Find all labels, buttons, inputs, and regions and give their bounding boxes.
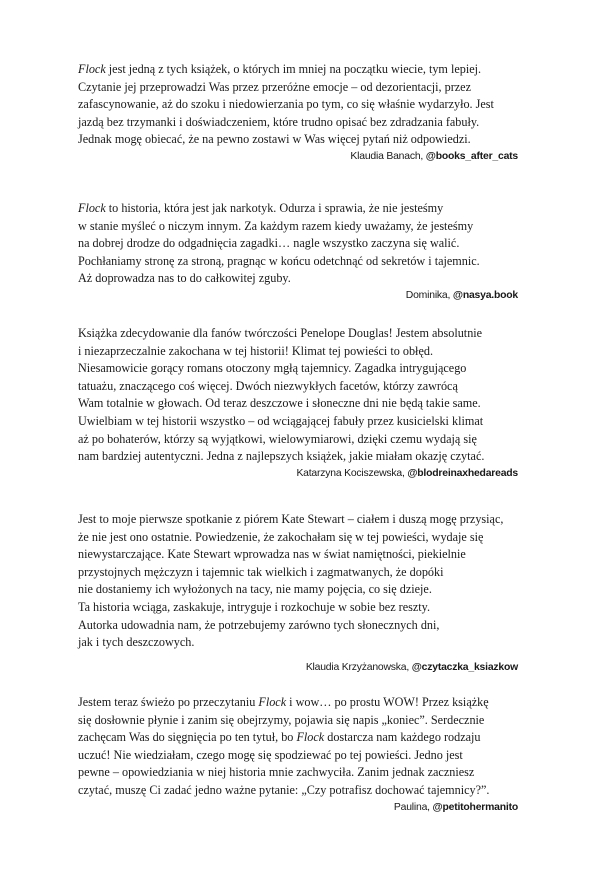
review-3 xyxy=(78,325,518,481)
review-signature xyxy=(78,661,518,675)
text-line: niewystarczające. Kate Stewart wprowadza nas w świat namiętności, piekielnie xyxy=(78,547,466,562)
text-line: Aż doprowadza nas to do całkowitej zguby. xyxy=(78,271,291,286)
text-line: że nie jest ono ostatnie. Powiedzenie, że zakochałam się w tej powieści, wydaje się xyxy=(78,529,484,544)
text-line: Jestem teraz świeżo po przeczytaniu Flock i wow… po prostu WOW! Przez książkę xyxy=(78,695,489,709)
review-signature xyxy=(78,467,518,481)
review-signature xyxy=(78,289,518,303)
book-title: Flock xyxy=(78,201,106,215)
text-line: się dosłownie płynie i zanim się obejrzymy, pojawia się napis „koniec”. Serdecznie xyxy=(78,712,485,727)
reviewer-handle: @nasya.book xyxy=(452,289,518,301)
text-line: Ta historia wciąga, zaskakuje, intryguje i rozkochuje w sobie bez reszty. xyxy=(78,599,431,614)
reviewer-handle: @blodreinaxhedareads xyxy=(407,467,518,479)
review-signature xyxy=(78,801,518,815)
text-line: Flock jest jedną z tych książek, o których im mniej na początku wiecie, tym lepiej. xyxy=(78,62,482,76)
text-line: nie dostaniemy ich wyłożonych na tacy, nie mamy pojęcia, co się dzieje. xyxy=(78,582,432,597)
review-signature xyxy=(78,150,518,164)
text-line: jak i tych deszczowych. xyxy=(78,635,195,650)
text-line: i niezaprzeczalnie zakochana w tej historii! Klimat tej powieści to obłęd. xyxy=(78,343,433,358)
review-4 xyxy=(78,511,518,675)
review-text xyxy=(78,694,518,800)
text-line: Pochłaniamy stronę za stroną, pragnąc w końcu odetchnąć od sekretów i tajemnic. xyxy=(78,253,480,268)
text-line: Niesamowicie gorący romans otoczony mgłą tajemnicy. Zagadka intrygującego xyxy=(78,361,467,376)
book-title: Flock xyxy=(258,695,287,709)
review-text xyxy=(78,200,518,288)
review-text xyxy=(78,61,518,149)
reviewer-handle: @books_after_cats xyxy=(425,150,518,162)
reviewer-name: Klaudia Krzyżanowska, xyxy=(305,661,412,673)
text-line: Czytanie jej przeprowadzi Was przez przeróżne emocje – od dezorientacji, przez xyxy=(78,79,471,94)
text-line: tatuażu, znaczącego coś więcej. Dwóch niezwykłych facetów, którzy zawrócą xyxy=(78,378,458,393)
text-line: Wam totalnie w głowach. Od teraz deszczowe i słoneczne dni nie będą takie same. xyxy=(78,396,481,411)
text-line: na dobrej drodze do odgadnięcia zagadki… nagle wszystko zaczyna się walić. xyxy=(78,236,460,251)
text-line: w stanie myśleć o niczym innym. Za każdym razem kiedy uważamy, że jesteśmy xyxy=(78,218,474,233)
text-line: zafascynowanie, aż do szoku i niedowierzania po tym, co się właśnie wydarzyło. Jest xyxy=(78,97,494,112)
book-title: Flock xyxy=(296,730,325,745)
book-title: Flock xyxy=(78,62,106,76)
review-text xyxy=(78,511,518,652)
text-line: jazdą bez trzymanki i doświadczeniem, które trudno opisać bez zdradzania fabuły. xyxy=(78,114,480,129)
text-line: Flock to historia, która jest jak narkotyk. Odurza i sprawia, że nie jesteśmy xyxy=(78,201,444,215)
text-line: pewne – opowiedziania w niej historia mnie zachwyciła. Zanim jednak zaczniesz xyxy=(78,765,475,780)
text-line: nam bardziej autentyczni. Jedna z najlepszych książek, jakie miałam okazję czytać. xyxy=(78,449,485,464)
text-line: czytać, muszę Ci zadać jedno ważne pytanie: „Czy potrafisz dochować tajemnicy?”. xyxy=(78,782,490,797)
text-line: Jest to moje pierwsze spotkanie z piórem Kate Stewart – ciałem i duszą mogę przysiąc, xyxy=(78,512,504,526)
reviewer-name: Paulina, xyxy=(393,801,433,813)
text-line: Książka zdecydowanie dla fanów twórczości Penelope Douglas! Jestem absolutnie xyxy=(78,326,483,340)
review-5 xyxy=(78,694,518,815)
text-line: Uwielbiam w tej historii wszystko – od wciągającej fabuły przez kusicielski klimat xyxy=(78,413,484,428)
reviewer-handle: @czytaczka_ksiazkow xyxy=(411,661,518,673)
text-line: Jednak mogę obiecać, że na pewno zostawi w Was więcej pytań niż odpowiedzi. xyxy=(78,132,471,147)
reviewer-name: Klaudia Banach, xyxy=(350,150,426,162)
reviewer-name: Dominika, xyxy=(405,289,453,301)
review-1 xyxy=(78,61,518,164)
reviewer-handle: @petitohermanito xyxy=(432,801,518,813)
text-line: zachęcam Was do sięgnięcia po ten tytuł, bo Flock dostarcza nam każdego rodzaju xyxy=(78,730,481,745)
reviewer-name: Katarzyna Kociszewska, xyxy=(296,467,408,479)
review-2 xyxy=(78,200,518,303)
text-line: aż po bohaterów, którzy są wyjątkowi, wielowymiarowi, dzięki czemu wydają się xyxy=(78,431,477,446)
review-text xyxy=(78,325,518,466)
text-line: uczuć! Nie wiedziałam, czego mogę się spodziewać po tej powieści. Jedno jest xyxy=(78,747,463,762)
text-line: przystojnych mężczyzn i tajemnic tak wielkich i zagmatwanych, że dopóki xyxy=(78,564,444,579)
text-line: Autorka udowadnia nam, że potrzebujemy zarówno tych słonecznych dni, xyxy=(78,617,440,632)
